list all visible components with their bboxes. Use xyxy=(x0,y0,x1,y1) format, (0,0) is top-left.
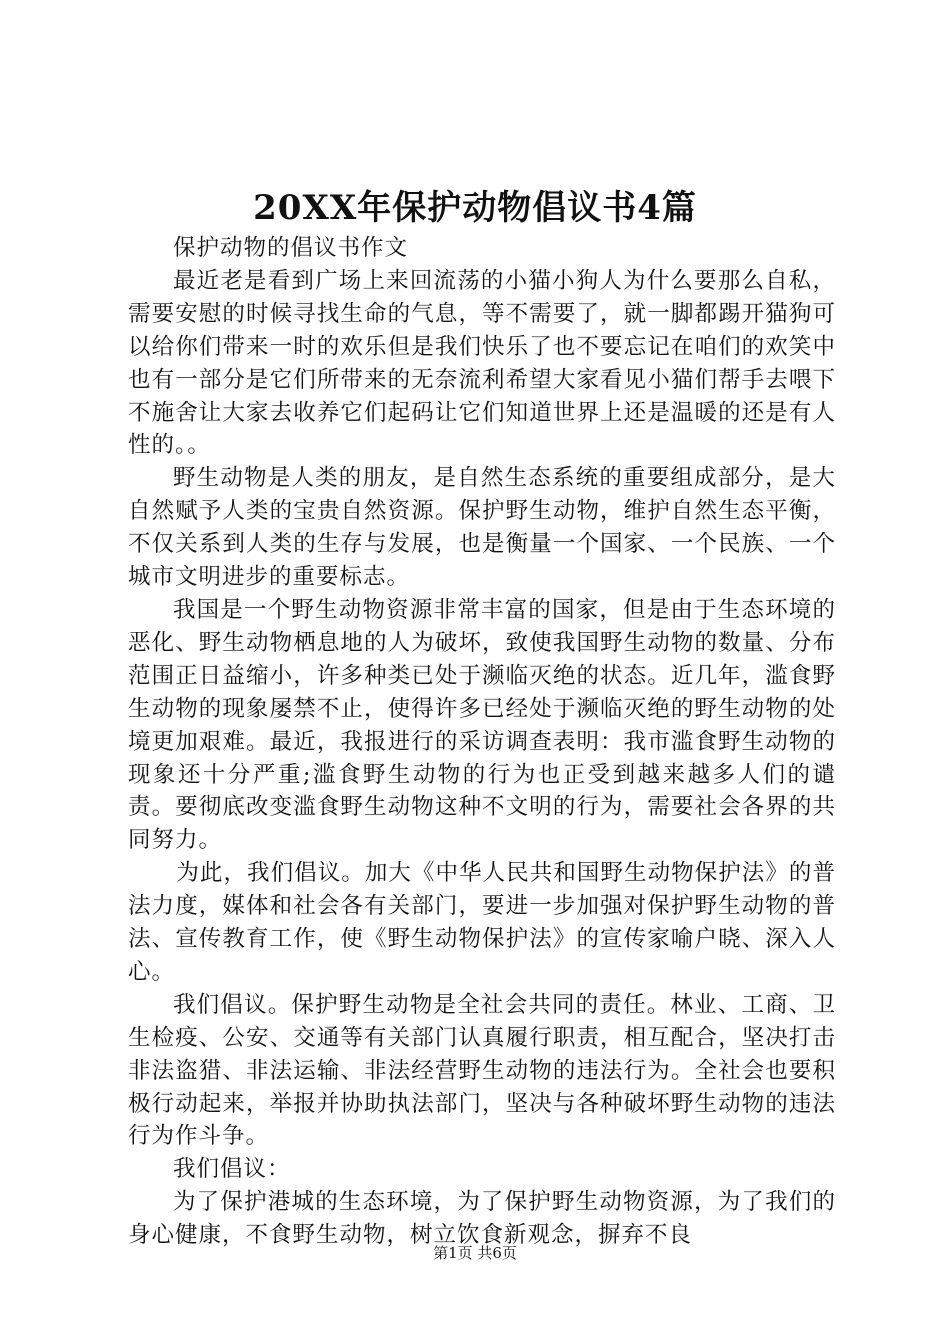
document-title: 20XX年保护动物倡议书4篇 xyxy=(253,188,697,228)
paragraph: 我们倡议。保护野生动物是全社会共同的责任。林业、工商、卫生检疫、公安、交通等有关部门认真履行职责，相互配合，坚决打击非法盗猎、非法运输、非法经营野生动物的违法行为。全社会也要积极行动起来，举报并协助执法部门，坚决与各种破坏野生动物的违法行为作斗争。 xyxy=(128,991,836,1150)
page-footer: 第1页 共6页 xyxy=(433,1244,517,1262)
paragraph-subtitle: 保护动物的倡议书作文 xyxy=(173,235,409,261)
paragraph: 我国是一个野生动物资源非常丰富的国家，但是由于生态环境的恶化、野生动物栖息地的人为破坏，致使我国野生动物的数量、分布范围正日益缩小，许多种类已处于濒临灭绝的状态。近几年，滥食野生动物的现象屡禁不止，使得许多已经处于濒临灭绝的野生动物的处境更加艰难。最近，我报进行的采访调查表明：我市滥食野生动物的现象还十分严重;滥食野生动物的行为也正受到越来越多人们的谴责。要彻底改变滥食野生动物这种不文明的行为，需要社会各界的共同努力。 xyxy=(128,596,836,854)
document-body xyxy=(128,232,836,1252)
paragraph: 我们倡议： xyxy=(173,1156,291,1183)
paragraph: 野生动物是人类的朋友，是自然生态系统的重要组成部分，是大自然赋予人类的宝贵自然资源。保护野生动物，维护自然生态平衡，不仅关系到人类的生存与发展，也是衡量一个国家、一个民族、一个城市文明进步的重要标志。 xyxy=(128,465,836,591)
paragraph: 为了保护港城的生态环境，为了保护野生动物资源，为了我们的身心健康，不食野生动物，树立饮食新观念，摒弃不良 xyxy=(128,1189,836,1249)
paragraph: 为此，我们倡议。加大《中华人民共和国野生动物保护法》的普法力度，媒体和社会各有关部门，要进一步加强对保护野生动物的普法、宣传教育工作，使《野生动物保护法》的宣传家喻户晓、深入人心。 xyxy=(128,860,836,985)
paragraph: 最近老是看到广场上来回流荡的小猫小狗人为什么要那么自私，需要安慰的时候寻找生命的气息，等不需要了，就一脚都踢开猫狗可以给你们带来一时的欢乐但是我们快乐了也不要忘记在咱们的欢笑中也有一部分是它们所带来的无奈流利希望大家看见小猫们帮手去喂下不施舍让大家去收养它们起码让它们知道世界上还是温暖的还是有人性的。。 xyxy=(128,267,836,459)
